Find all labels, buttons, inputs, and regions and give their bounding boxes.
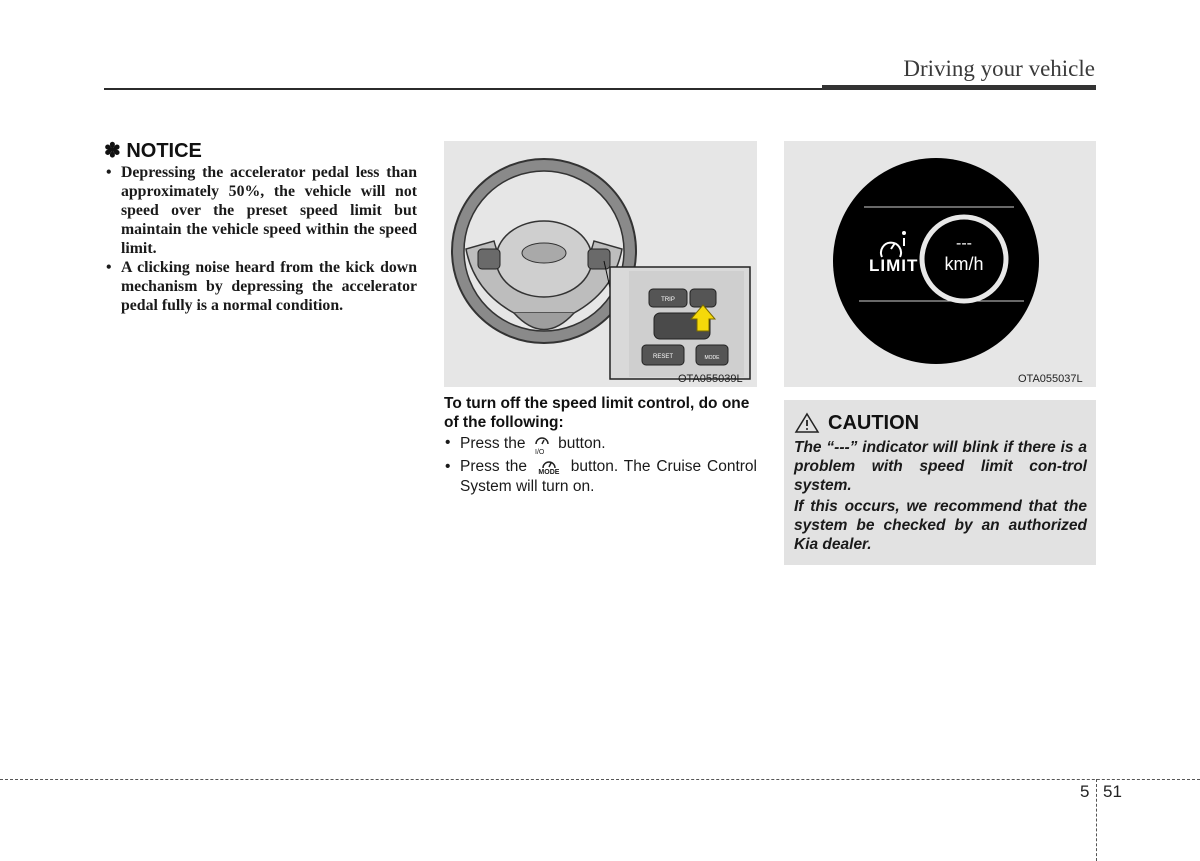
section-number: 5 [1080, 782, 1090, 801]
section-title: Driving your vehicle [903, 56, 1095, 81]
speed-limit-icon [533, 433, 551, 455]
caution-paragraph: The “---” indicator will blink if there is a problem with speed limit con-trol system. [794, 439, 1087, 494]
mode-button-label: MODE [704, 355, 720, 361]
instruction-item [444, 457, 757, 497]
instruction-text-after: button. [558, 435, 606, 453]
cruise-mode-icon [536, 458, 562, 476]
speed-value: --- [956, 235, 972, 252]
steering-wheel-figure [444, 141, 757, 387]
caution-paragraph: If this occurs, we recommend that the system be checked by an authorized Kia dealer. [794, 498, 1087, 553]
instructions-list [444, 433, 757, 499]
svg-text:I/O: I/O [534, 449, 545, 455]
header-rule-accent [822, 85, 1096, 90]
steering-wheel-illustration [444, 141, 757, 387]
figure-code: OTA055039L [678, 373, 743, 385]
instruction-text-before: Press the [460, 435, 526, 453]
instruction-text-before: Press the [460, 458, 528, 475]
notice-list [104, 163, 417, 315]
notice-item: • A clicking noise heard from the kick down mechanism by depressing the accelerator pedal fully is a normal condition. [104, 258, 417, 315]
figure-code: OTA055037L [1018, 373, 1083, 385]
caution-title: CAUTION [828, 412, 920, 434]
instruction-text-after: button. The Cruise Control System will turn on. [460, 458, 757, 495]
instruction-item [444, 433, 757, 455]
trip-button-label: TRIP [661, 297, 675, 303]
page-number: 51 [1103, 782, 1122, 801]
footer-rule [0, 779, 1200, 780]
caution-box [784, 400, 1096, 565]
notice-item: • Depressing the accelerator pedal less than approximately 50%, the vehicle will not speed over the preset speed limit but maintain the vehicle speed within the speed limit. [104, 163, 417, 258]
footer-divider [1096, 779, 1097, 861]
limit-label: LIMIT [869, 256, 919, 275]
reset-button-label: RESET [652, 354, 674, 360]
cluster-display-figure [784, 141, 1096, 387]
notice-title-text: NOTICE [126, 140, 202, 162]
speed-unit: km/h [944, 254, 984, 274]
notice-title [104, 138, 202, 163]
instructions-heading: To turn off the speed limit control, do one of the following: [444, 395, 750, 431]
notice-symbol: ✽ [104, 140, 121, 162]
warning-triangle-icon [794, 412, 820, 434]
caution-text [794, 438, 1087, 556]
mode-icon-label: MODE [538, 468, 560, 476]
